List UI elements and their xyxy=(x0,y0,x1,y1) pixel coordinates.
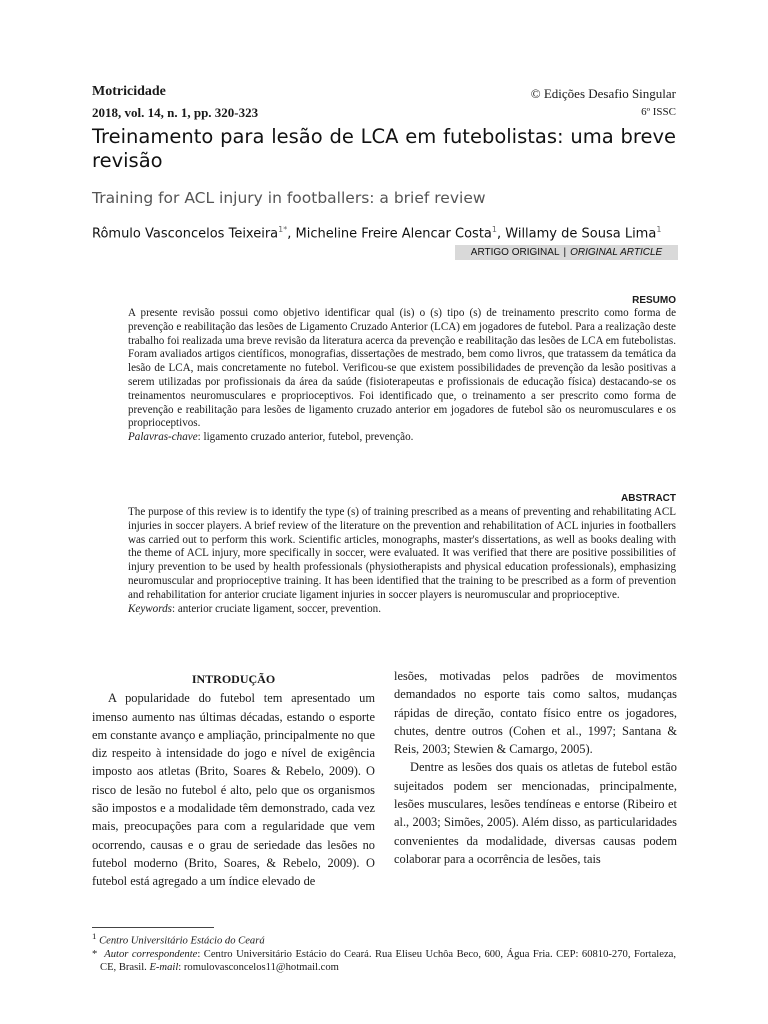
article-type-pt: ARTIGO ORIGINAL xyxy=(470,247,560,258)
article-type-en: ORIGINAL ARTICLE xyxy=(570,247,663,258)
body-column-left xyxy=(92,670,375,891)
article-type-separator: | xyxy=(563,247,567,258)
author-separator: , xyxy=(287,226,296,242)
title-portuguese: Treinamento para lesão de LCA em futebolistas: uma breve revisão xyxy=(92,125,676,172)
author-affiliation-mark: 1* xyxy=(278,225,288,234)
abstract-heading: ABSTRACT xyxy=(621,493,676,504)
intro-heading: INTRODUÇÃO xyxy=(191,672,276,686)
author-affiliation-mark: 1 xyxy=(491,225,497,234)
keywords-label: Keywords xyxy=(128,602,172,615)
footnote-affiliation xyxy=(92,930,676,948)
resumo-section xyxy=(128,307,676,445)
article-type-band xyxy=(455,245,678,260)
resumo-keywords xyxy=(128,431,676,445)
author-name: Willamy de Sousa Lima xyxy=(505,226,657,242)
conference-label: 6º ISSC xyxy=(641,106,676,118)
journal-name: Motricidade xyxy=(92,84,166,99)
title-english: Training for ACL injury in footballers: a brief review xyxy=(92,189,486,207)
keywords-label: Palavras-chave xyxy=(128,431,198,444)
body-paragraph: lesões, motivadas pelos padrões de movimentos demandados no esporte tais como saltos, mudanças rápidas de direção, contato físico entre os jogadores, chutes, dentre outros (Cohen et al., 1997; Santana & Reis, 2003; Stewien & Camargo, 2005). xyxy=(394,669,677,757)
footnote-mark: 1 xyxy=(92,931,97,941)
resumo-heading: RESUMO xyxy=(632,295,676,306)
publisher: © Edições Desafio Singular xyxy=(530,86,676,101)
footnote-divider xyxy=(92,927,214,928)
footnote-mark: * xyxy=(92,948,98,960)
email-label: E-mail xyxy=(149,961,179,973)
author-name: Rômulo Vasconcelos Teixeira xyxy=(92,226,279,242)
author-list xyxy=(92,225,661,241)
resumo-text: A presente revisão possui como objetivo identificar qual (is) o (s) tipo (s) de treinamento prescrito como forma de prevenção e reabilitação das lesões de Ligamento Cruzado Anterior (LCA) em jogadores de futebol. Para a realização deste trabalho foi realizada uma breve revisão da literatura acerca da prevenção e reabilitação das lesões de LCA em futebolistas. Foram avaliados artigos científicos, monografias, dissertações de mestrado, bem como livros, que tratassem da temática da lesão de LCA, mais concretamente no futebol. Verificou-se que existem possibilidades de prevenção da lesão positivas a serem utilizadas por profissionais da área da saúde (fisioterapeutas e profissionais de educação física) destacando-se os treinamentos neuromusculares e proprioceptivos. Foi identificado que, o treinamento a ser prescrito como forma de prevenção e reabilitação para lesões de ligamento cruzado anterior em jogadores de futebol são os neuromusculares e os proprioceptivos. xyxy=(128,307,676,430)
body-paragraph: A popularidade do futebol tem apresentado um imenso aumento nas últimas décadas, estando o esporte em constante avanço e ampliação, principalmente no que diz respeito à intensidade do jogo e nível de exigência imposto aos atletas (Brito, Soares & Rebelo, 2009). O risco de lesão no futebol é alto, pelo que os organismos são impostos e a modalidade têm demonstrado, cada vez mais, preocupações para com a regularidade que vem ocorrendo, causas e o grau de seriedade das lesões no futebol moderno (Brito, Soares, & Rebelo, 2009). O futebol está agregado a um índice elevado de xyxy=(92,691,375,889)
abstract-section xyxy=(128,506,676,616)
body-column-right xyxy=(394,667,677,868)
keywords-text: : ligamento cruzado anterior, futebol, prevenção. xyxy=(197,431,414,444)
author-affiliation-mark: 1 xyxy=(656,225,662,234)
keywords-text: : anterior cruciate ligament, soccer, prevention. xyxy=(171,602,381,615)
footnote-corresponding-author xyxy=(92,948,676,974)
footnote-affiliation-text: Centro Universitário Estácio do Ceará xyxy=(99,935,265,947)
abstract-keywords xyxy=(128,603,676,617)
corresponding-author-address: : Centro Universitário Estácio do Ceará. Rua Eliseu Uchôa Beco, 600, Água Fria. CEP: 60810-270, Fortaleza, CE, Brasil. xyxy=(100,948,677,973)
corresponding-author-label: Autor correspondente xyxy=(104,948,198,960)
abstract-text: The purpose of this review is to identify the type (s) of training prescribed as a means of preventing and rehabilitating ACL injuries in soccer players. A brief review of the literature on the prevention and rehabilitation of ACL injuries in footballers was carried out to perform this work. Scientific articles, monographs, master's dissertations, as well as books dealing with the theme of ACL injury, more specifically in soccer, were evaluated. It was verified that there are positive possibilities of injury prevention to be used by health professionals (physiotherapists and physical education professionals), emphasizing neuromuscular and proprioceptive training. It has been identified that the training to be prescribed as a form of prevention and rehabilitation for anterior cruciate ligament injuries in soccer players is neuromuscular and proprioceptive. xyxy=(128,506,676,601)
volume-line: 2018, vol. 14, n. 1, pp. 320-323 xyxy=(92,105,259,120)
author-separator: , xyxy=(497,226,506,242)
body-paragraph: Dentre as lesões dos quais os atletas de futebol estão sujeitados podem ser mencionadas, principalmente, lesões musculares, lesões tendíneas e entorse (Ribeiro et al., 2003; Simões, 2005). Além disso, as particularidades convenientes da modalidade, diversas causas podem colaborar para a ocorrência de lesões, tais xyxy=(394,760,677,866)
author-name: Micheline Freire Alencar Costa xyxy=(295,226,492,242)
email-address: : romulovasconcelos11@hotmail.com xyxy=(178,961,339,973)
footnotes xyxy=(92,930,676,974)
